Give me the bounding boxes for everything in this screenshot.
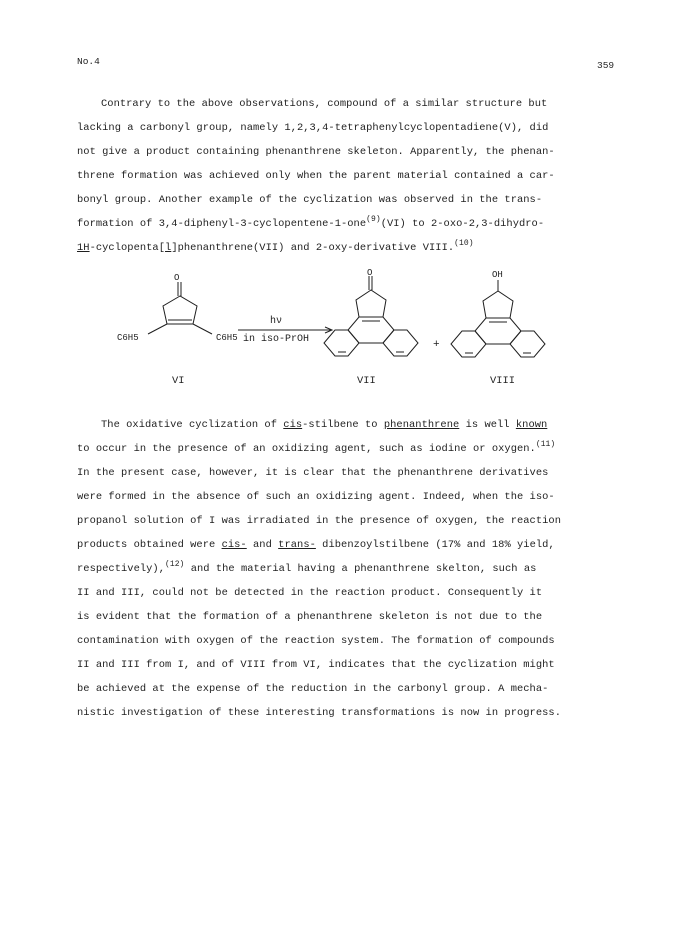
text-line: II and III from I, and of VIII from VI, indicates that the cyclization might [77, 659, 555, 671]
text-line [77, 538, 555, 552]
text-segment: -stilbene to [302, 419, 384, 431]
text-segment: products obtained were [77, 539, 222, 551]
journal-issue-label: No.4 [77, 56, 100, 67]
text-line [77, 442, 555, 456]
text-segment: known [515, 419, 548, 431]
text-segment: and [246, 539, 279, 551]
text-segment: (VI) to 2-oxo-2,3-dihydro- [380, 218, 545, 230]
text-segment: cis- [221, 539, 247, 551]
text-line: be achieved at the expense of the reduction in the carbonyl group. A mecha- [77, 683, 549, 695]
text-line: nistic investigation of these interesting transformations is now in progress. [77, 707, 561, 719]
text-segment: l [165, 242, 172, 254]
reaction-arrow [238, 327, 332, 333]
text-line: bonyl group. Another example of the cyclization was observed in the trans- [77, 194, 543, 206]
text-line: In the present case, however, it is clear that the phenanthrene derivatives [77, 467, 549, 479]
solvent-condition: in iso-PrOH [243, 334, 310, 345]
text-segment: The oxidative cyclization of [101, 419, 284, 431]
text-line: lacking a carbonyl group, namely 1,2,3,4-tetraphenylcyclopentadiene(V), did [77, 122, 549, 134]
compound-vi-structure [148, 282, 212, 334]
text-segment: ]phenanthrene(VII) and 2-oxy-derivative VIII. [171, 242, 455, 254]
citation-superscript: (12) [165, 560, 185, 569]
text-segment: -cyclopenta[ [89, 242, 166, 254]
phenyl-substituent-label: C6H5 [117, 333, 139, 343]
citation-superscript: (11) [535, 440, 556, 449]
atom-label-oxygen: O [367, 268, 373, 278]
text-segment: and the material having a phenanthrene skelton, such as [184, 563, 537, 575]
plus-sign: + [433, 339, 440, 351]
citation-superscript: (10) [454, 239, 474, 248]
atom-label-hydroxyl: OH [492, 270, 503, 280]
compound-vii-structure [324, 276, 418, 356]
phenyl-substituent-label: C6H5 [216, 333, 238, 343]
text-segment: formation of 3,4-diphenyl-3-cyclopentene-1-one [77, 218, 367, 230]
text-segment: is well [459, 419, 516, 431]
text-segment: cis [283, 419, 303, 431]
irradiation-condition: hν [270, 316, 283, 327]
text-line: II and III, could not be detected in the reaction product. Consequently it [77, 587, 543, 599]
text-line: not give a product containing phenanthrene skeleton. Apparently, the phenan- [77, 146, 555, 158]
text-segment: respectively), [77, 563, 165, 575]
text-segment: phenanthrene [383, 419, 460, 431]
text-line [77, 562, 536, 576]
text-segment: 1H [77, 242, 90, 254]
text-line: threne formation was achieved only when the parent material contained a car- [77, 170, 555, 182]
text-line [101, 418, 547, 432]
text-line [77, 217, 544, 231]
text-line [77, 241, 474, 255]
atom-label-oxygen: O [174, 273, 180, 283]
text-segment: dibenzoylstilbene (17% and 18% yield, [315, 539, 555, 551]
text-line: Contrary to the above observations, compound of a similar structure but [101, 98, 548, 110]
compound-label-vi: VI [172, 375, 185, 387]
text-line: were formed in the absence of such an oxidizing agent. Indeed, when the iso- [77, 491, 555, 503]
citation-superscript: (9) [366, 215, 381, 224]
text-segment: to occur in the presence of an oxidizing agent, such as iodine or oxygen. [77, 443, 536, 455]
text-line: is evident that the formation of a phenanthrene skeleton is not due to the [77, 611, 543, 623]
text-line: contamination with oxygen of the reaction system. The formation of compounds [77, 635, 555, 647]
text-segment: trans- [278, 539, 316, 551]
page-number: 359 [597, 60, 615, 71]
compound-label-vii: VII [357, 375, 376, 387]
compound-label-viii: VIII [490, 375, 515, 387]
text-line: propanol solution of I was irradiated in the presence of oxygen, the reaction [77, 515, 561, 527]
compound-viii-structure [451, 280, 545, 357]
